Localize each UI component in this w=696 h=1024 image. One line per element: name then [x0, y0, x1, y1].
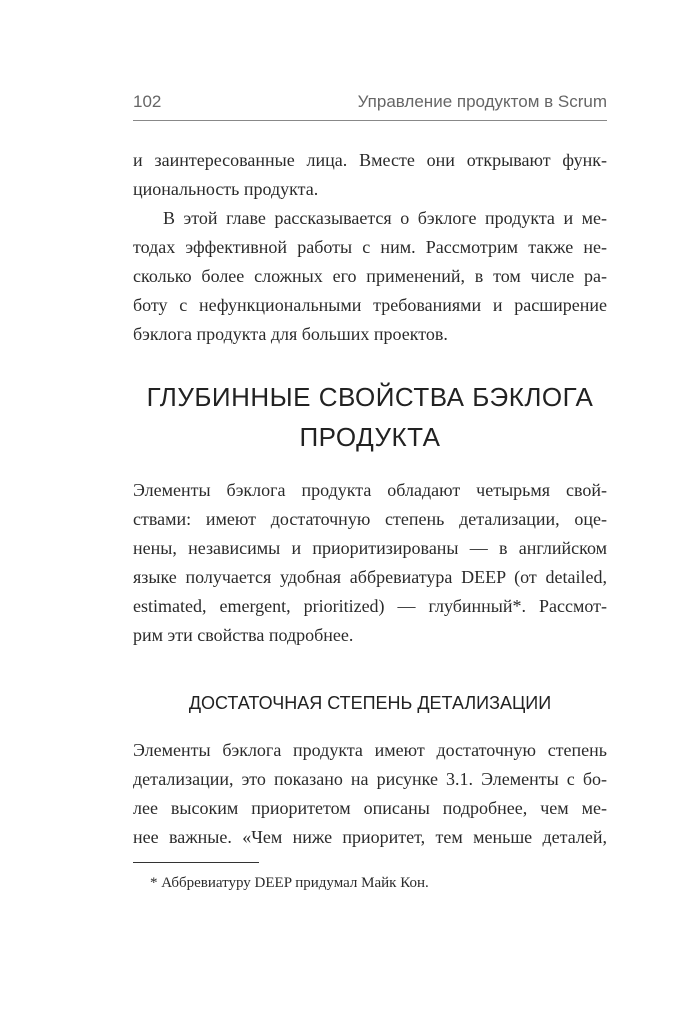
section-heading-line: ПРОДУКТА — [299, 422, 441, 452]
section-heading-line: ГЛУБИННЫЕ СВОЙСТВА БЭКЛОГА — [146, 382, 594, 412]
footnote-rule — [133, 862, 259, 863]
text-line: рим эти свойства подробнее. — [133, 625, 354, 645]
text-line: В этой главе рассказывается о бэклоге продукта и ме- — [163, 208, 607, 228]
footnote: * Аббревиатуру DEEP придумал Майк Кон. — [150, 875, 429, 891]
text-line: лее высоким приоритетом описаны подробнее, чем ме- — [133, 798, 607, 818]
text-line: сколько более сложных его применений, в том числе ра- — [133, 266, 607, 286]
text-line: языке получается удобная аббревиатура DEEP (от detailed, — [133, 567, 607, 587]
subsection-heading: ДОСТАТОЧНАЯ СТЕПЕНЬ ДЕТАЛИЗАЦИИ — [188, 693, 552, 713]
header-rule — [133, 120, 607, 121]
text-line: estimated, emergent, prioritized) — глубинный*. Рассмот- — [133, 596, 607, 616]
text-line: нее важные. «Чем ниже приоритет, тем меньше деталей, — [133, 827, 607, 847]
text-line: ствами: имеют достаточную степень детализации, оце- — [133, 509, 607, 529]
text-line: тодах эффективной работы с ним. Рассмотрим также не- — [133, 237, 607, 257]
page-number: 102 — [133, 92, 162, 111]
running-title: Управление продуктом в Scrum — [357, 92, 607, 111]
text-line: Элементы бэклога продукта обладают четырьмя свой- — [133, 480, 607, 500]
text-line: и заинтересованные лица. Вместе они открывают функ- — [133, 150, 607, 170]
text-line: циональность продукта. — [133, 179, 319, 199]
text-line: боту с нефункциональными требованиями и расширение — [133, 295, 607, 315]
text-line: нены, независимы и приоритизированы — в английском — [133, 538, 607, 558]
text-line: бэклога продукта для больших проектов. — [133, 324, 448, 344]
text-line: Элементы бэклога продукта имеют достаточную степень — [133, 740, 607, 760]
text-line: детализации, это показано на рисунке 3.1. Элементы с бо- — [133, 769, 607, 789]
